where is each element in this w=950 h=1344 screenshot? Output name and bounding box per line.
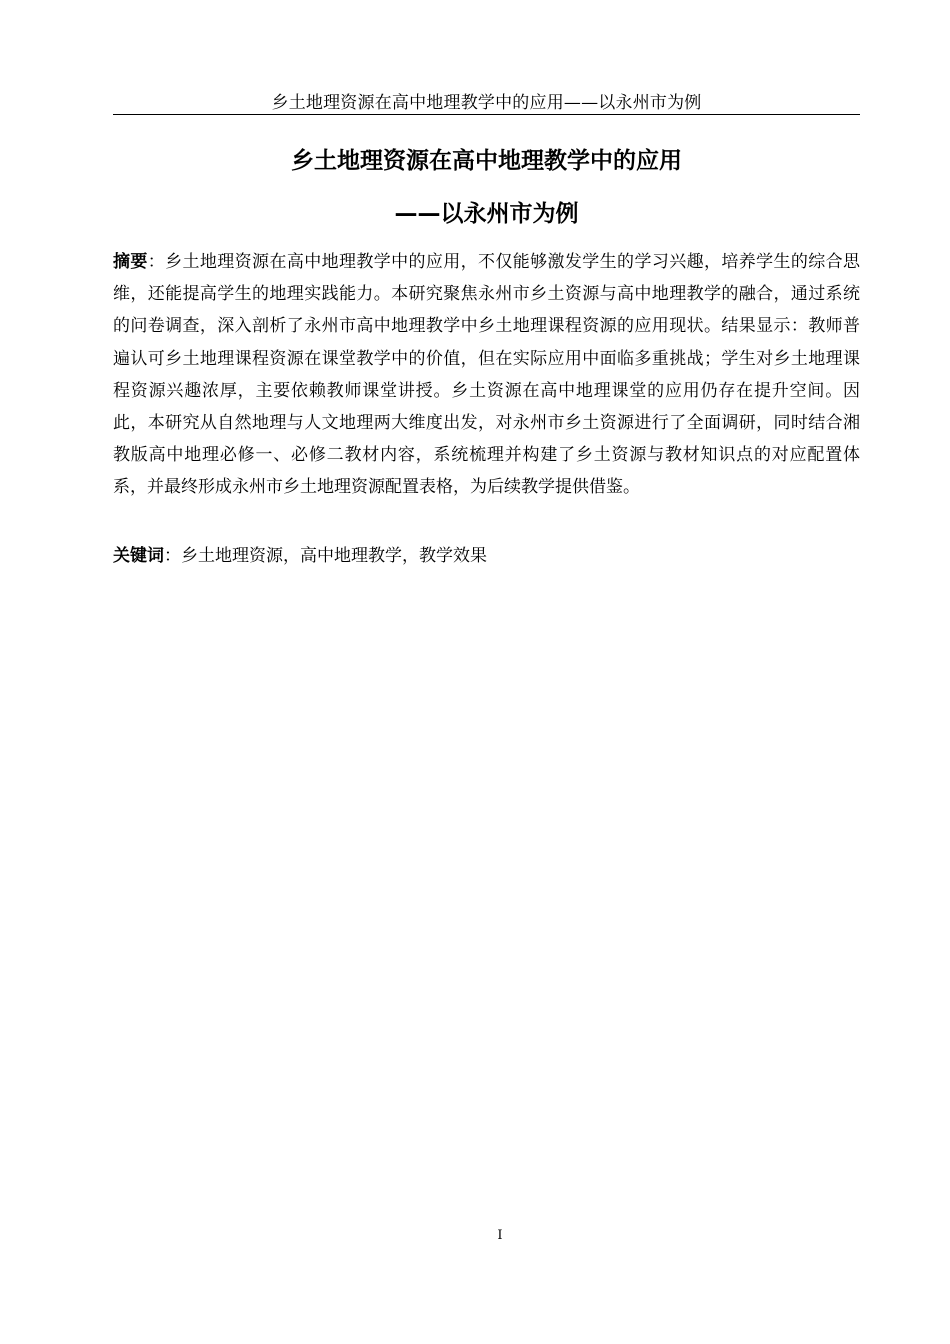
document-subtitle: ——以永州市为例 — [394, 201, 579, 227]
abstract-paragraph — [113, 246, 860, 504]
abstract-label: 摘要 — [113, 252, 148, 272]
running-header: 乡土地理资源在高中地理教学中的应用——以永州市为例 — [271, 93, 702, 113]
page-number: I — [497, 1228, 503, 1243]
keywords-colon: ： — [164, 546, 181, 566]
abstract-text: 乡土地理资源在高中地理教学中的应用，不仅能够激发学生的学习兴趣，培养学生的综合思维，还能提高学生的地理实践能力。本研究聚焦永州市乡土资源与高中地理教学的融合，通过系统的问卷调查，深入剖析了永州市高中地理教学中乡土地理课程资源的应用现状。结果显示：教师普遍认可乡土地理课程资源在课堂教学中的价值，但在实际应用中面临多重挑战；学生对乡土地理课程资源兴趣浓厚，主要依赖教师课堂讲授。乡土资源在高中地理课堂的应用仍存在提升空间。因此，本研究从自然地理与人文地理两大维度出发，对永州市乡土资源进行了全面调研，同时结合湘教版高中地理必修一、必修二教材内容，系统梳理并构建了乡土资源与教材知识点的对应配置体系，并最终形成永州市乡土地理资源配置表格，为后续教学提供借鉴。 — [113, 252, 861, 498]
header-rule — [113, 114, 860, 115]
keywords-paragraph — [113, 540, 860, 572]
keywords-text: 乡土地理资源，高中地理教学，教学效果 — [181, 546, 487, 566]
keywords-label: 关键词 — [113, 546, 164, 566]
document-title: 乡土地理资源在高中地理教学中的应用 — [291, 148, 682, 174]
abstract-colon: ： — [147, 252, 166, 272]
